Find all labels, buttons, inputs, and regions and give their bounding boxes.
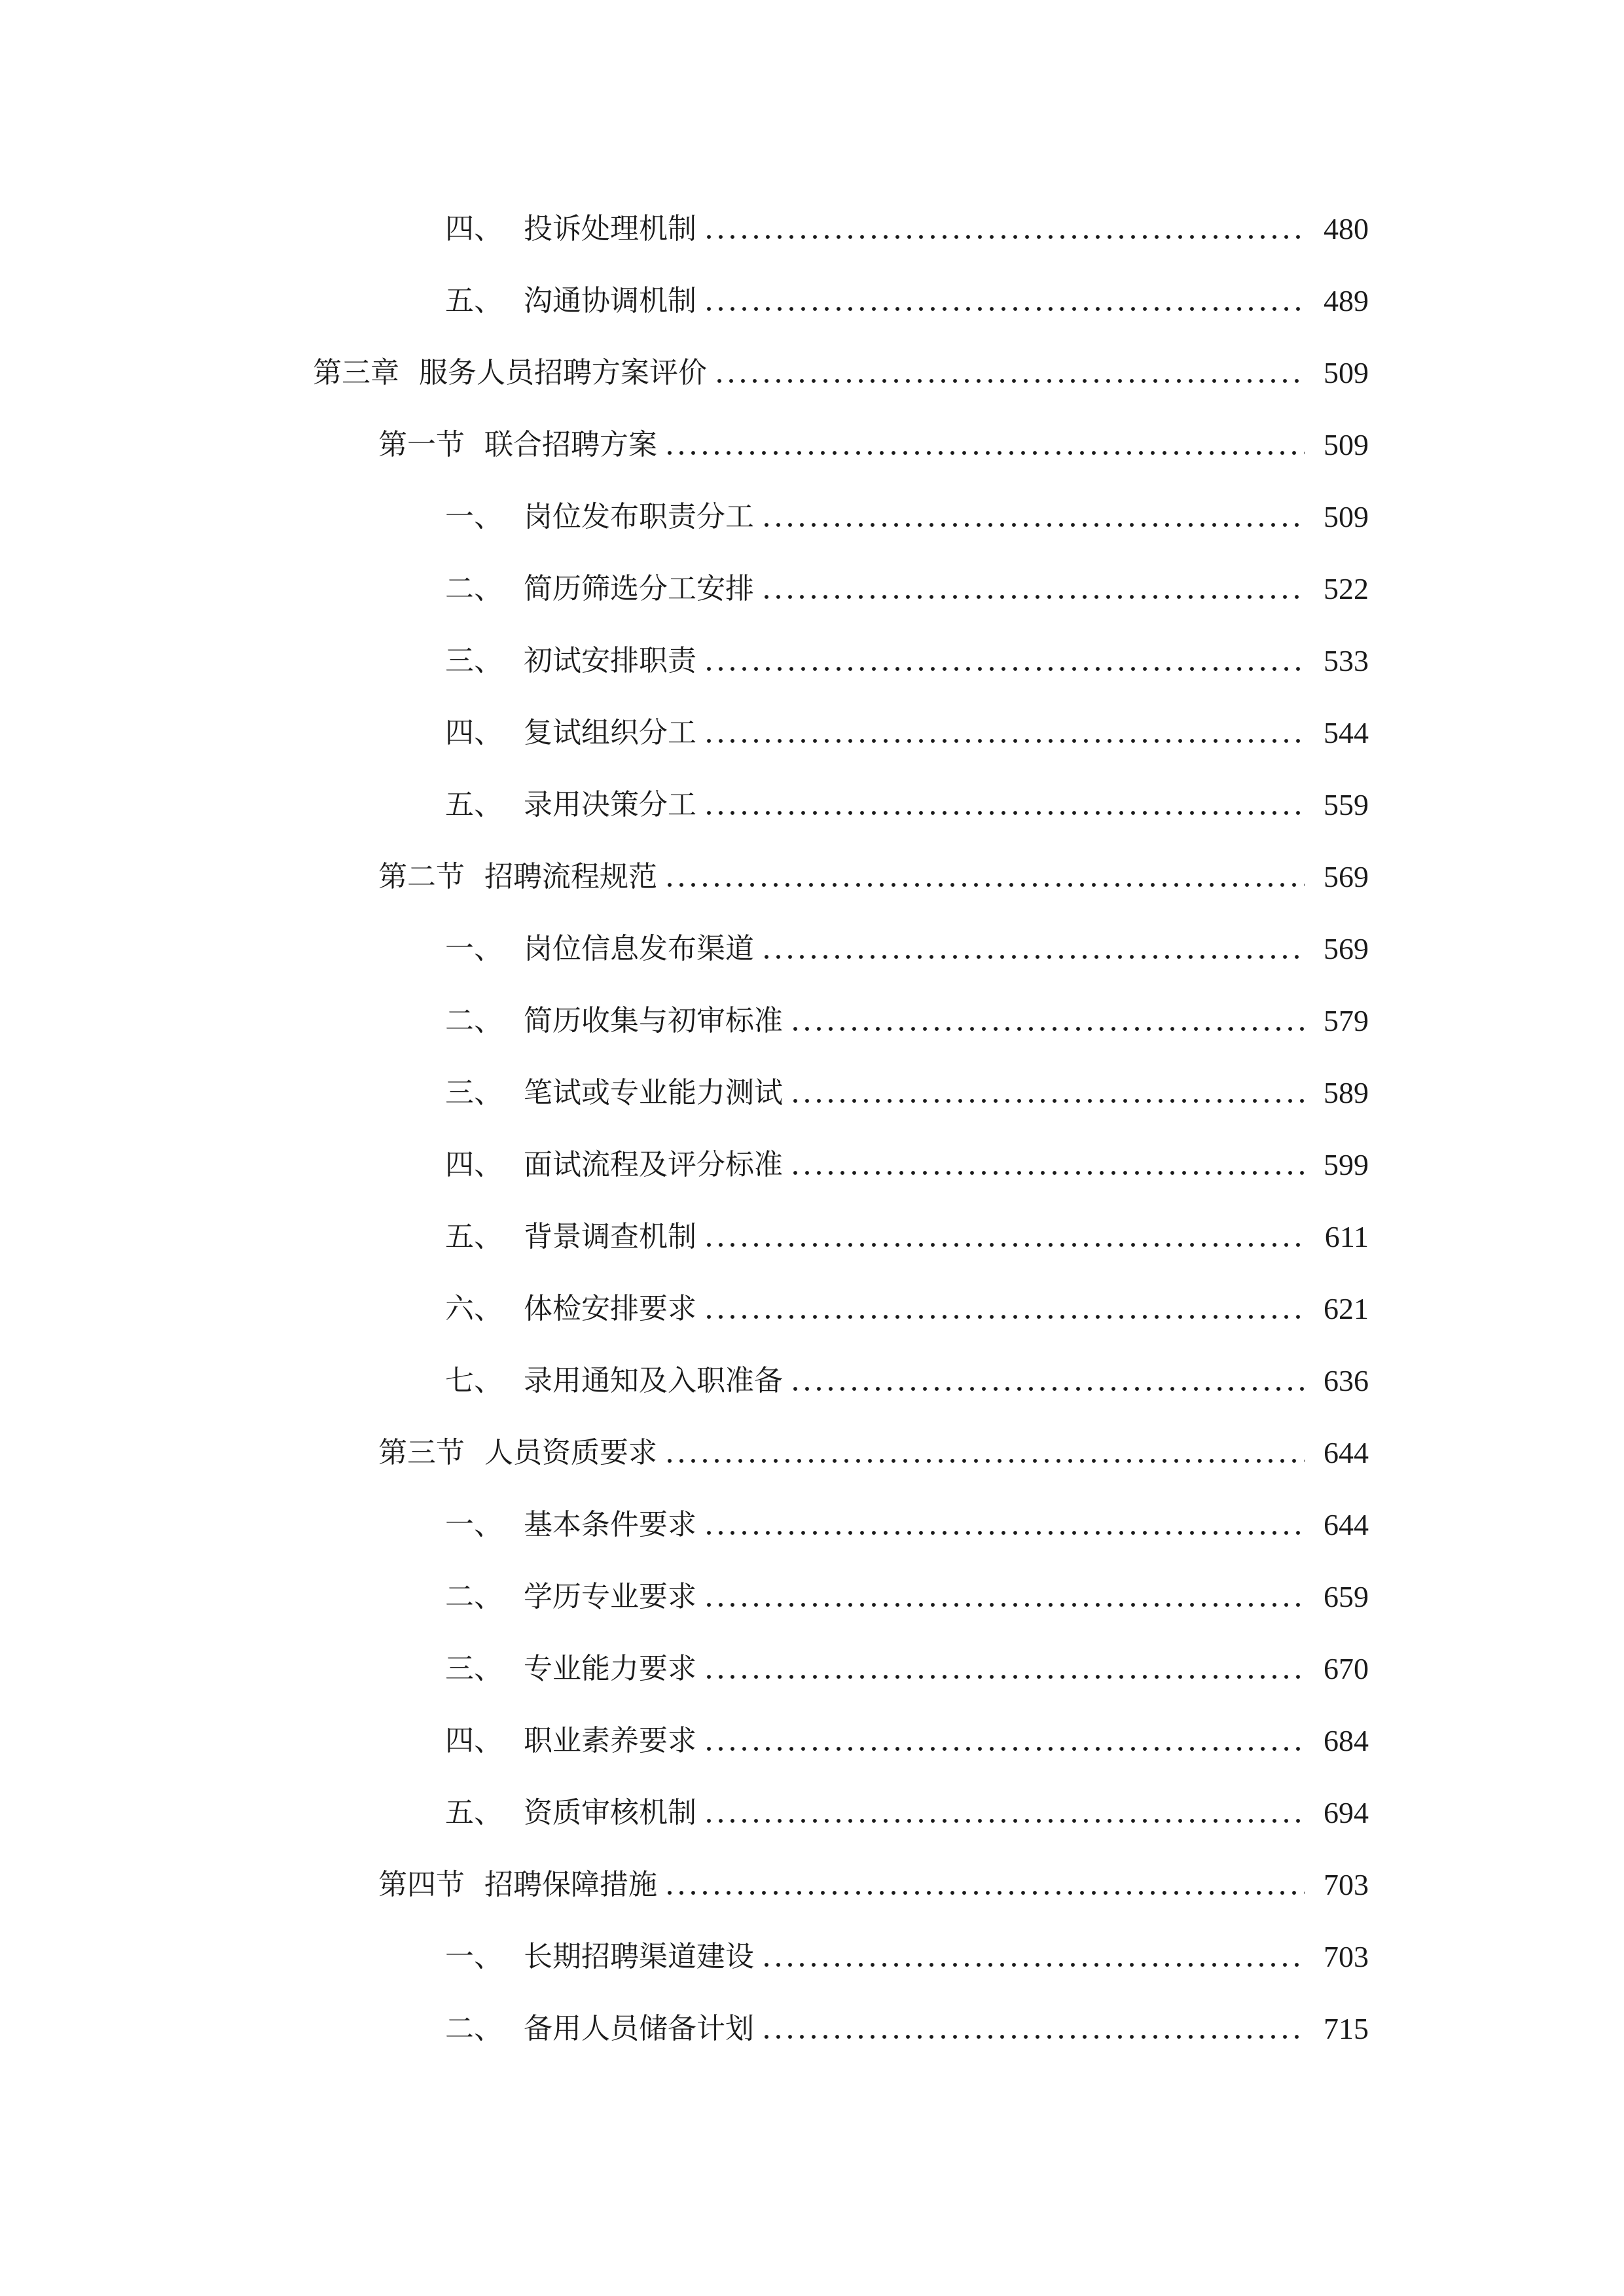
toc-entry-title: 投诉处理机制 — [524, 212, 696, 245]
toc-entry-title: 联合招聘方案 — [484, 428, 657, 461]
toc-entry-page-number: 703 — [1324, 1940, 1369, 1973]
toc-entry-number: 第一节 — [378, 428, 465, 461]
toc-entry-title: 初试安排职责 — [524, 644, 696, 677]
toc-entry-number: 一、 — [445, 932, 503, 965]
toc-entry-title: 专业能力要求 — [524, 1652, 696, 1685]
toc-entry[interactable] — [445, 635, 1369, 687]
toc-dot-leader — [703, 811, 1305, 815]
toc-entry-page-number: 533 — [1324, 644, 1369, 677]
toc-dot-leader — [761, 1963, 1305, 1967]
toc-dot-leader — [789, 1387, 1305, 1391]
toc-entry[interactable] — [445, 1139, 1369, 1191]
toc-entry-number: 七、 — [445, 1364, 503, 1397]
toc-entry-title: 面试流程及评分标准 — [524, 1148, 783, 1181]
toc-dot-leader — [703, 1243, 1305, 1247]
toc-entry-title: 基本条件要求 — [524, 1508, 696, 1541]
toc-entry-title: 简历收集与初审标准 — [524, 1004, 783, 1037]
toc-dot-leader — [664, 883, 1305, 887]
toc-entry-number: 一、 — [445, 1940, 503, 1973]
toc-dot-leader — [761, 523, 1305, 527]
toc-entry-title: 职业素养要求 — [524, 1724, 696, 1757]
toc-entry-title: 笔试或专业能力测试 — [524, 1076, 783, 1109]
toc-dot-leader — [703, 235, 1305, 239]
toc-dot-leader — [703, 1747, 1305, 1751]
toc-entry-page-number: 715 — [1324, 2012, 1369, 2045]
toc-dot-leader — [703, 667, 1305, 671]
toc-entry-title: 资质审核机制 — [524, 1796, 696, 1829]
toc-entry-number: 二、 — [445, 1580, 503, 1613]
toc-entry-page-number: 509 — [1324, 428, 1369, 461]
toc-entry[interactable] — [445, 1715, 1369, 1767]
toc-entry-page-number: 621 — [1324, 1292, 1369, 1325]
toc-section-entry[interactable] — [378, 1427, 1369, 1479]
toc-entry-number: 二、 — [445, 2012, 503, 2045]
toc-entry-number: 五、 — [445, 1796, 503, 1829]
toc-entry-number: 四、 — [445, 1148, 503, 1181]
toc-entry-number: 四、 — [445, 212, 503, 245]
toc-entry[interactable] — [445, 1787, 1369, 1839]
toc-entry-title: 岗位信息发布渠道 — [524, 932, 754, 965]
toc-dot-leader — [664, 1459, 1305, 1463]
toc-entry-page-number: 480 — [1324, 212, 1369, 245]
toc-dot-leader — [789, 1027, 1305, 1031]
toc-entry[interactable] — [445, 1067, 1369, 1119]
toc-dot-leader — [703, 1531, 1305, 1535]
toc-entry-number: 四、 — [445, 1724, 503, 1757]
toc-entry-title: 录用决策分工 — [524, 788, 696, 821]
toc-entry-number: 第三章 — [313, 356, 399, 389]
toc-entry-number: 五、 — [445, 284, 503, 317]
toc-entry[interactable] — [445, 1211, 1369, 1263]
toc-section-entry[interactable] — [378, 851, 1369, 903]
toc-entry-title: 人员资质要求 — [484, 1436, 657, 1469]
toc-entry[interactable] — [445, 275, 1369, 327]
toc-entry[interactable] — [445, 995, 1369, 1047]
toc-dot-leader — [761, 2035, 1305, 2039]
toc-entry-number: 三、 — [445, 1076, 503, 1109]
toc-entry[interactable] — [445, 563, 1369, 615]
toc-entry-number: 第四节 — [378, 1868, 465, 1901]
toc-section-entry[interactable] — [378, 1859, 1369, 1911]
toc-entry-page-number: 611 — [1324, 1220, 1369, 1253]
toc-entry-title: 复试组织分工 — [524, 716, 696, 749]
toc-entry[interactable] — [445, 1931, 1369, 1983]
toc-entry-page-number: 544 — [1324, 716, 1369, 749]
toc-entry[interactable] — [445, 1355, 1369, 1407]
toc-entry-page-number: 509 — [1324, 356, 1369, 389]
toc-dot-leader — [761, 595, 1305, 599]
toc-entry-title: 招聘流程规范 — [484, 860, 657, 893]
toc-entry-number: 第三节 — [378, 1436, 465, 1469]
toc-entry-number: 三、 — [445, 644, 503, 677]
toc-entry[interactable] — [445, 203, 1369, 255]
toc-dot-leader — [664, 451, 1305, 455]
toc-entry[interactable] — [445, 1283, 1369, 1335]
toc-entry-page-number: 509 — [1324, 500, 1369, 533]
toc-dot-leader — [789, 1171, 1305, 1175]
toc-entry-number: 五、 — [445, 1220, 503, 1253]
toc-entry-title: 长期招聘渠道建设 — [524, 1940, 754, 1973]
toc-entry-number: 四、 — [445, 716, 503, 749]
toc-entry-title: 背景调查机制 — [524, 1220, 696, 1253]
toc-entry[interactable] — [445, 1643, 1369, 1695]
toc-section-entry[interactable] — [378, 419, 1369, 471]
toc-entry[interactable] — [445, 923, 1369, 975]
toc-entry-page-number: 559 — [1324, 788, 1369, 821]
toc-dot-leader — [664, 1891, 1305, 1895]
toc-entry-page-number: 589 — [1324, 1076, 1369, 1109]
toc-entry-page-number: 644 — [1324, 1436, 1369, 1469]
toc-entry-number: 第二节 — [378, 860, 465, 893]
toc-dot-leader — [703, 739, 1305, 743]
toc-entry-page-number: 659 — [1324, 1580, 1369, 1613]
toc-entry-title: 学历专业要求 — [524, 1580, 696, 1613]
toc-entry-title: 简历筛选分工安排 — [524, 572, 754, 605]
toc-entry-page-number: 670 — [1324, 1652, 1369, 1685]
toc-chapter-entry[interactable] — [313, 347, 1369, 399]
toc-entry-page-number: 636 — [1324, 1364, 1369, 1397]
toc-entry-page-number: 599 — [1324, 1148, 1369, 1181]
toc-entry[interactable] — [445, 1499, 1369, 1551]
toc-entry-number: 二、 — [445, 1004, 503, 1037]
toc-entry[interactable] — [445, 779, 1369, 831]
toc-entry-page-number: 489 — [1324, 284, 1369, 317]
toc-dot-leader — [703, 1675, 1305, 1679]
toc-entry-title: 备用人员储备计划 — [524, 2012, 754, 2045]
toc-entry-number: 一、 — [445, 500, 503, 533]
toc-entry-title: 体检安排要求 — [524, 1292, 696, 1325]
toc-dot-leader — [703, 307, 1305, 311]
toc-dot-leader — [703, 1819, 1305, 1823]
toc-dot-leader — [713, 379, 1305, 383]
toc-dot-leader — [789, 1099, 1305, 1103]
toc-entry[interactable] — [445, 491, 1369, 543]
toc-entry-number: 五、 — [445, 788, 503, 821]
toc-entry-title: 岗位发布职责分工 — [524, 500, 754, 533]
toc-entry-page-number: 569 — [1324, 860, 1369, 893]
toc-entry-title: 服务人员招聘方案评价 — [419, 356, 707, 389]
toc-entry[interactable] — [445, 1571, 1369, 1623]
toc-entry-number: 六、 — [445, 1292, 503, 1325]
toc-entry-number: 三、 — [445, 1652, 503, 1685]
toc-entry-title: 录用通知及入职准备 — [524, 1364, 783, 1397]
toc-dot-leader — [761, 955, 1305, 959]
toc-entry-number: 一、 — [445, 1508, 503, 1541]
toc-entry-page-number: 684 — [1324, 1724, 1369, 1757]
toc-dot-leader — [703, 1603, 1305, 1607]
toc-entry[interactable] — [445, 707, 1369, 759]
toc-entry-page-number: 522 — [1324, 572, 1369, 605]
toc-entry-number: 二、 — [445, 572, 503, 605]
toc-entry-title: 沟通协调机制 — [524, 284, 696, 317]
toc-entry[interactable] — [445, 2003, 1369, 2055]
toc-entry-page-number: 644 — [1324, 1508, 1369, 1541]
toc-entry-page-number: 703 — [1324, 1868, 1369, 1901]
toc-entry-page-number: 579 — [1324, 1004, 1369, 1037]
toc-entry-page-number: 694 — [1324, 1796, 1369, 1829]
toc-entry-page-number: 569 — [1324, 932, 1369, 965]
toc-dot-leader — [703, 1315, 1305, 1319]
toc-entry-title: 招聘保障措施 — [484, 1868, 657, 1901]
